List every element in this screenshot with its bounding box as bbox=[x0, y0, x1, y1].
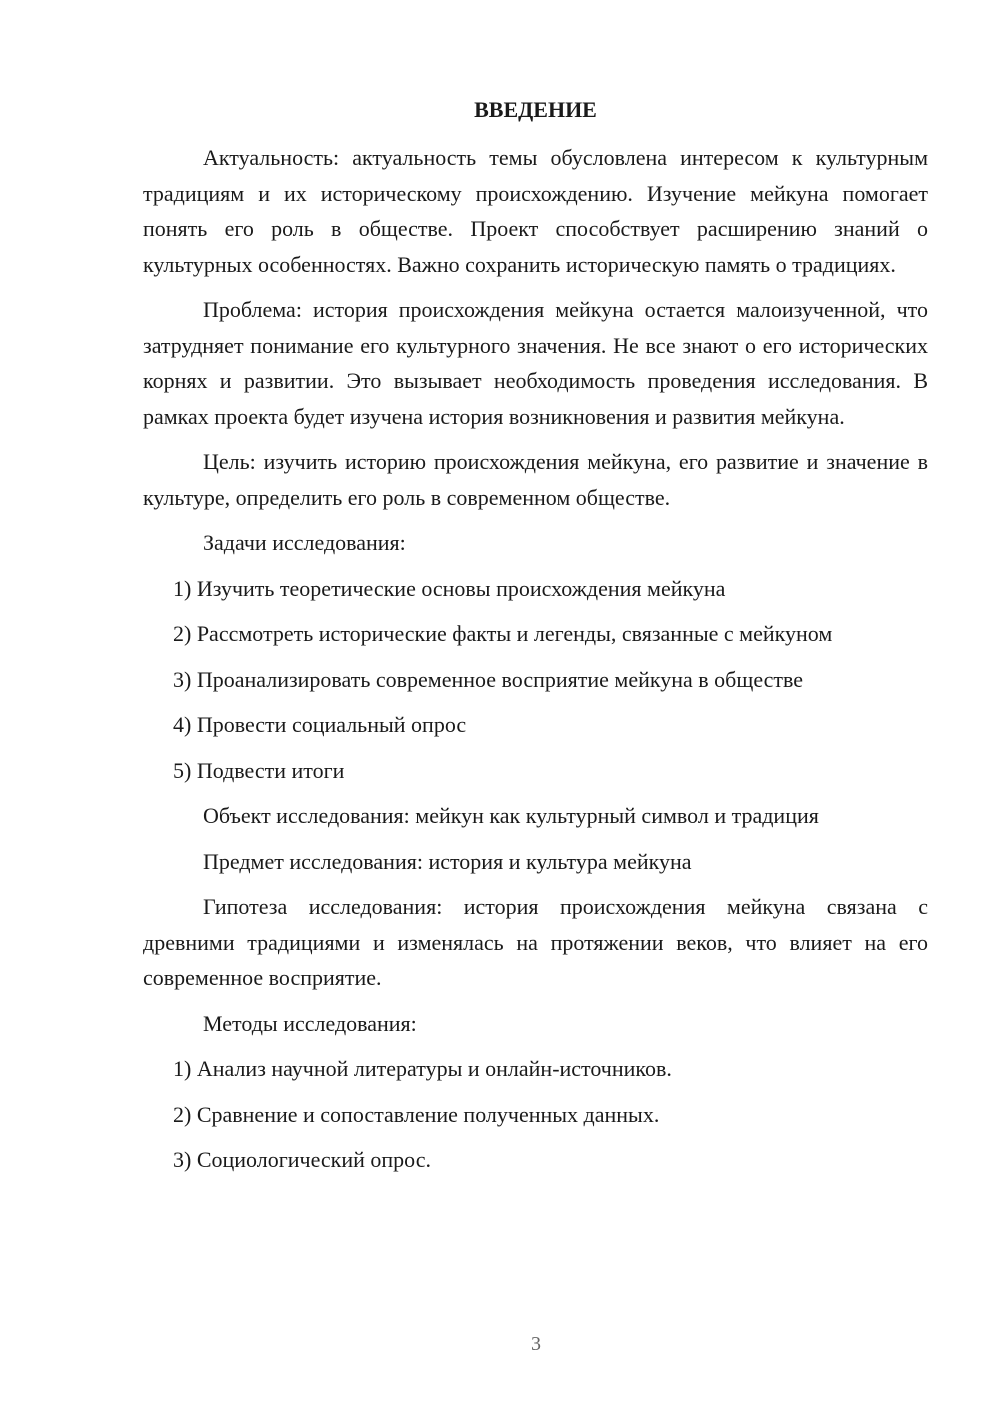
section-title: ВВЕДЕНИЕ bbox=[474, 97, 597, 122]
task-item-4: 4) Провести социальный опрос bbox=[173, 712, 467, 737]
problem-paragraph: Проблема: история происхождения мейкуна остается малоизученной, что затрудняет понимание его культурного значения. Не все знают о его исторических корнях и развитии. Это вызывает необходимость проведения исследования. В рамках проекта будет изучена история возникновения и развития мейкуна. bbox=[143, 297, 928, 429]
tasks-heading: Задачи исследования: bbox=[203, 530, 406, 555]
method-item-2: 2) Сравнение и сопоставление полученных данных. bbox=[173, 1101, 660, 1127]
relevance-paragraph: Актуальность: актуальность темы обусловлена интересом к культурным традициям и их историческому происхождению. Изучение мейкуна помогает понять его роль в обществе. Проект способствует расширению знаний о культурных особенностях. Важно сохранить историческую память о традициях. bbox=[143, 145, 928, 277]
research-object: Объект исследования: мейкун как культурный символ и традиция bbox=[203, 803, 819, 828]
task-item-2: 2) Рассмотреть исторические факты и легенды, связанные с мейкуном bbox=[173, 621, 833, 646]
page-number: 3 bbox=[531, 1333, 541, 1355]
hypothesis-paragraph: Гипотеза исследования: история происхождения мейкуна связана с древними традициями и изменялась на протяжении веков, что влияет на его современное восприятие. bbox=[143, 894, 928, 990]
methods-heading: Методы исследования: bbox=[203, 1010, 417, 1036]
research-subject: Предмет исследования: история и культура мейкуна bbox=[203, 848, 692, 874]
task-item-1: 1) Изучить теоретические основы происхождения мейкуна bbox=[173, 575, 726, 601]
method-item-3: 3) Социологический опрос. bbox=[173, 1147, 431, 1172]
goal-paragraph: Цель: изучить историю происхождения мейкуна, его развитие и значение в культуре, определить его роль в современном обществе. bbox=[143, 449, 928, 510]
document-page bbox=[143, 92, 928, 1188]
task-item-3: 3) Проанализировать современное восприятие мейкуна в обществе bbox=[173, 666, 804, 692]
method-item-1: 1) Анализ научной литературы и онлайн-источников. bbox=[173, 1056, 672, 1081]
task-item-5: 5) Подвести итоги bbox=[173, 757, 345, 783]
